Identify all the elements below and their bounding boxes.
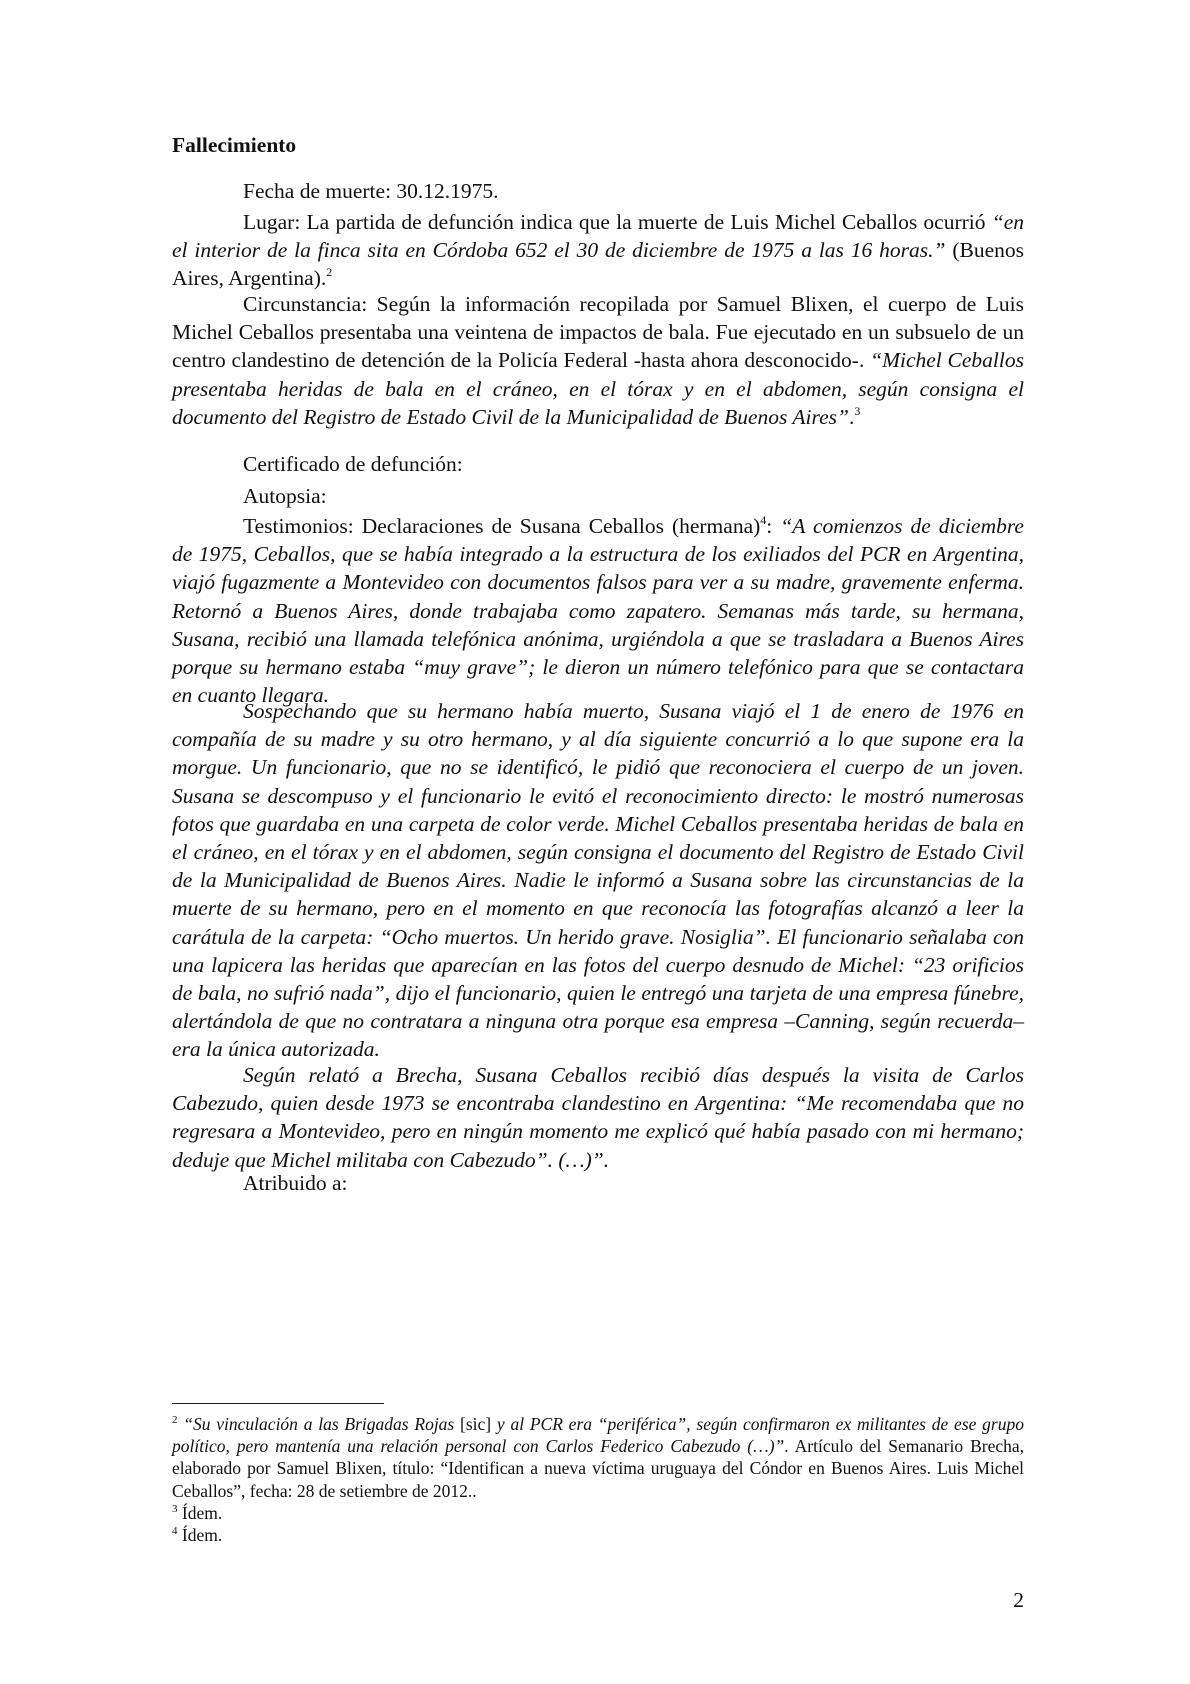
paragraph-testimonios xyxy=(172,512,1024,709)
footnote-ref-4[interactable]: 4 xyxy=(760,513,767,527)
footnote-2-italic-a: “Su vinculación a las Brigadas Rojas xyxy=(177,1414,461,1434)
circunstancia-quote: “Michel Ceballos presentaba heridas de bala en el cráneo, en el tórax y en el abdomen, según consigna el documento del Registro de Estado Civil de la Municipalidad de Buenos Aires” xyxy=(172,348,1024,429)
section-heading: Fallecimiento xyxy=(172,133,297,157)
lugar-quote: “en el interior de la finca sita en Córdoba 652 el 30 de diciembre de 1975 a las 16 horas.” xyxy=(172,210,1024,263)
footnote-separator xyxy=(172,1403,384,1404)
segun-text: Según relató a Brecha, Susana Ceballos recibió días después la visita de Carlos Cabezudo, quien desde 1973 se encontraba clandestino en Argentina: “Me recomendaba que no regresara a Montevideo, pero en ningún momento me explicó qué había pasado con mi hermano; deduje que Michel militaba con Cabezudo”. (…)”. xyxy=(172,1063,1024,1172)
testimonios-colon: : xyxy=(766,514,781,538)
paragraph-atribuido: Atribuido a: xyxy=(243,1171,348,1195)
paragraph-circunstancia xyxy=(172,290,1024,431)
lugar-tail: (Buenos Aires, Argentina). xyxy=(172,238,1024,291)
paragraph-segun xyxy=(172,1061,1024,1174)
footnote-ref-2[interactable]: 2 xyxy=(326,265,333,280)
footnote-2-italic-b: y al PCR era “periférica”, según confirmaron ex militantes de ese grupo político, pero mantenía una relación personal con Carlos Federico Cabezudo (…)” xyxy=(172,1414,1024,1457)
sospechando-text: Sospechando que su hermano había muerto, Susana viajó el 1 de enero de 1976 en compañía de su madre y su otro hermano, y al día siguiente concurrió a lo que supone era la morgue. Un funcionario, que no se identificó, le pidió que reconociera el cuerpo de un joven. Susana se descompuso y el funcionario le evitó el reconocimiento directo: le mostró numerosas fotos que guardaba en una carpeta de color verde. Michel Ceballos presentaba heridas de bala en el cráneo, en el tórax y en el abdomen, según consigna el documento del Registro de Estado Civil de la Municipalidad de Buenos Aires. Nadie le informó a Susana sobre las circunstancias de la muerte de su hermano, pero en el momento en que reconocía las fotografías alcanzó a leer la carátula de la carpeta: “Ocho muertos. Un herido grave. Nosiglia”. El funcionario señalaba con una lapicera las heridas que aparecían en las fotos del cuerpo desnudo de Michel: “23 orificios de bala, no sufrió nada”, dijo el funcionario, quien le entregó una tarjeta de una empresa fúnebre, alertándola de que no contratara a ninguna otra porque esa empresa –Canning, según recuerda– era la única autorizada. xyxy=(172,699,1024,1062)
footnote-number: 2 xyxy=(172,1414,178,1426)
paragraph-fecha: Fecha de muerte: 30.12.1975. xyxy=(243,179,499,203)
paragraph-lugar xyxy=(172,208,1024,293)
footnote-2-sic: [sic] xyxy=(460,1414,492,1434)
footnote-2 xyxy=(172,1413,1024,1502)
testimonios-quote: “A comienzos de diciembre de 1975, Ceballos, que se había integrado a la estructura de los exiliados del PCR en Argentina, viajó fugazmente a Montevideo con documentos falsos para ver a su madre, gravemente enferma. Retornó a Buenos Aires, donde trabajaba como zapatero. Semanas más tarde, su hermana, Susana, recibió una llamada telefónica anónima, urgiéndola a que se trasladara a Buenos Aires porque su hermano estaba “muy grave”; le dieron un número telefónico para que se contactara en cuanto llegara. xyxy=(172,514,1024,708)
circunstancia-lead: Circunstancia: Según la información recopilada por Samuel Blixen, el cuerpo de Luis Michel Ceballos presentaba una veintena de impactos de bala. Fue ejecutado en un subsuelo de un centro clandestino de detención de la Policía Federal -hasta ahora desconocido-. xyxy=(172,292,1024,373)
footnote-2-citation: . Artículo del Semanario Brecha, elaborado por Samuel Blixen, título: “Identifican a nueva víctima uruguaya del Cóndor en Buenos Aires. Luis Michel Ceballos”, fecha: 28 de setiembre de 2012.. xyxy=(172,1436,1024,1501)
footnote-3 xyxy=(172,1502,1024,1524)
footnote-number: 3 xyxy=(172,1503,178,1515)
paragraph-sospechando xyxy=(172,697,1024,1064)
footnote-4-text: Ídem. xyxy=(177,1525,223,1545)
page-number: 2 xyxy=(1013,1588,1024,1612)
footnote-ref-3[interactable]: 3 xyxy=(854,403,861,418)
footnote-number: 4 xyxy=(172,1525,178,1537)
paragraph-certificado: Certificado de defunción: xyxy=(243,452,463,476)
paragraph-autopsia: Autopsia: xyxy=(243,484,327,508)
lugar-lead: Lugar: La partida de defunción indica que la muerte de Luis Michel Ceballos ocurrió xyxy=(243,210,992,234)
testimonios-lead: Testimonios: Declaraciones de Susana Ceballos (hermana) xyxy=(243,514,761,538)
circunstancia-tail: . xyxy=(848,404,855,429)
footnote-4 xyxy=(172,1524,1024,1546)
footnote-3-text: Ídem. xyxy=(177,1503,223,1523)
